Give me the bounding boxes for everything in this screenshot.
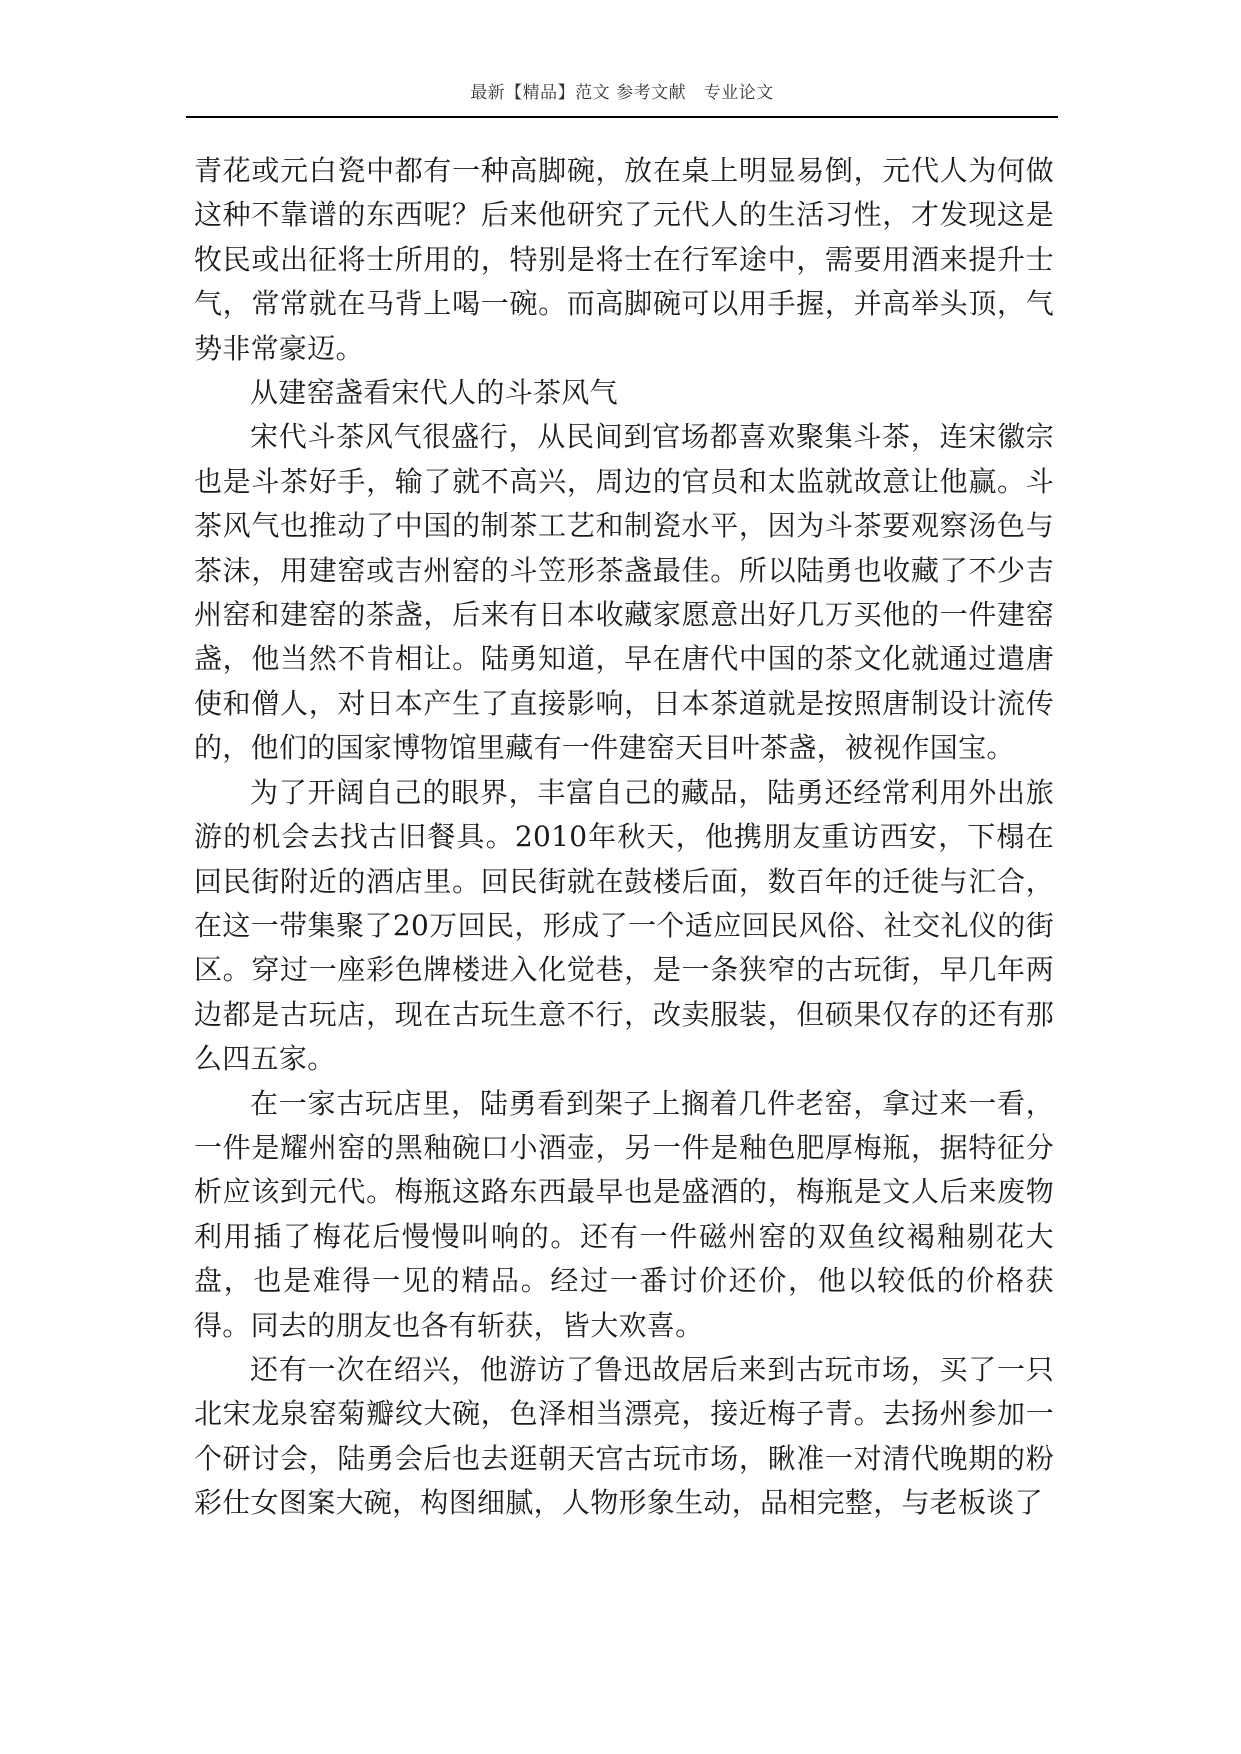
paragraph-tea-contest: 宋代斗茶风气很盛行，从民间到官场都喜欢聚集斗茶，连宋徽宗也是斗茶好手，输了就不高兴，周边的官员和太监就故意让他赢。斗茶风气也推动了中国的制茶工艺和制瓷水平，因为斗茶要观察汤色与茶沫，用建窑或吉州窑的斗笠形茶盏最佳。所以陆勇也收藏了不少吉州窑和建窑的茶盏，后来有日本收藏家愿意出好几万买他的一件建窑盏，他当然不肯相让。陆勇知道，早在唐代中国的茶文化就通过遣唐使和僧人，对日本产生了直接影响，日本茶道就是按照唐制设计流传的，他们的国家博物馆里藏有一件建窑天目叶茶盏，被视作国宝。 <box>194 420 1054 765</box>
header-text: 最新【精品】范文 参考文献 专业论文 <box>470 83 774 103</box>
paragraph-continuation: 青花或元白瓷中都有一种高脚碗，放在桌上明显易倒，元代人为何做这种不靠谱的东西呢？后来他研究了元代人的生活习性，才发现这是牧民或出征将士所用的，特别是将士在行军途中，需要用酒来提升士气，常常就在马背上喝一碗。而高脚碗可以用手握，并高举头顶，气势非常豪迈。 <box>194 154 1054 365</box>
paragraph-antique-shop: 在一家古玩店里，陆勇看到架子上搁着几件老窑，拿过来一看，一件是耀州窑的黑釉碗口小酒壶，另一件是釉色肥厚梅瓶，据特征分析应该到元代。梅瓶这路东西最早也是盛酒的，梅瓶是文人后来废物利用插了梅花后慢慢叫响的。还有一件磁州窑的双鱼纹褐釉剔花大盘，也是难得一见的精品。经过一番讨价还价，他以较低的价格获得。同去的朋友也各有斩获，皆大欢喜。 <box>194 1086 1054 1342</box>
paragraph-shaoxing-trip: 还有一次在绍兴，他游访了鲁迅故居后来到古玩市场，买了一只北宋龙泉窑菊瓣纹大碗，色泽相当漂亮，接近梅子青。去扬州参加一个研讨会，陆勇会后也去逛朝天宫古玩市场，瞅准一对清代晚期的粉彩仕女图案大碗，构图细腻，人物形象生动，品相完整，与老板谈了 <box>194 1352 1054 1520</box>
section-subheading: 从建窑盏看宋代人的斗茶风气 <box>250 376 618 410</box>
document-body <box>194 149 1054 1526</box>
paragraph-xian-trip: 为了开阔自己的眼界，丰富自己的藏品，陆勇还经常利用外出旅游的机会去找古旧餐具。2010年秋天，他携朋友重访西安，下榻在回民街附近的酒店里。回民街就在鼓楼后面，数百年的迁徙与汇合，在这一带集聚了20万回民，形成了一个适应回民风俗、社交礼仪的街区。穿过一座彩色牌楼进入化觉巷，是一条狭窄的古玩街，早几年两边都是古玩店，现在古玩生意不行，改卖服装，但硕果仅存的还有那么四五家。 <box>194 775 1054 1076</box>
page-header <box>186 82 1058 118</box>
